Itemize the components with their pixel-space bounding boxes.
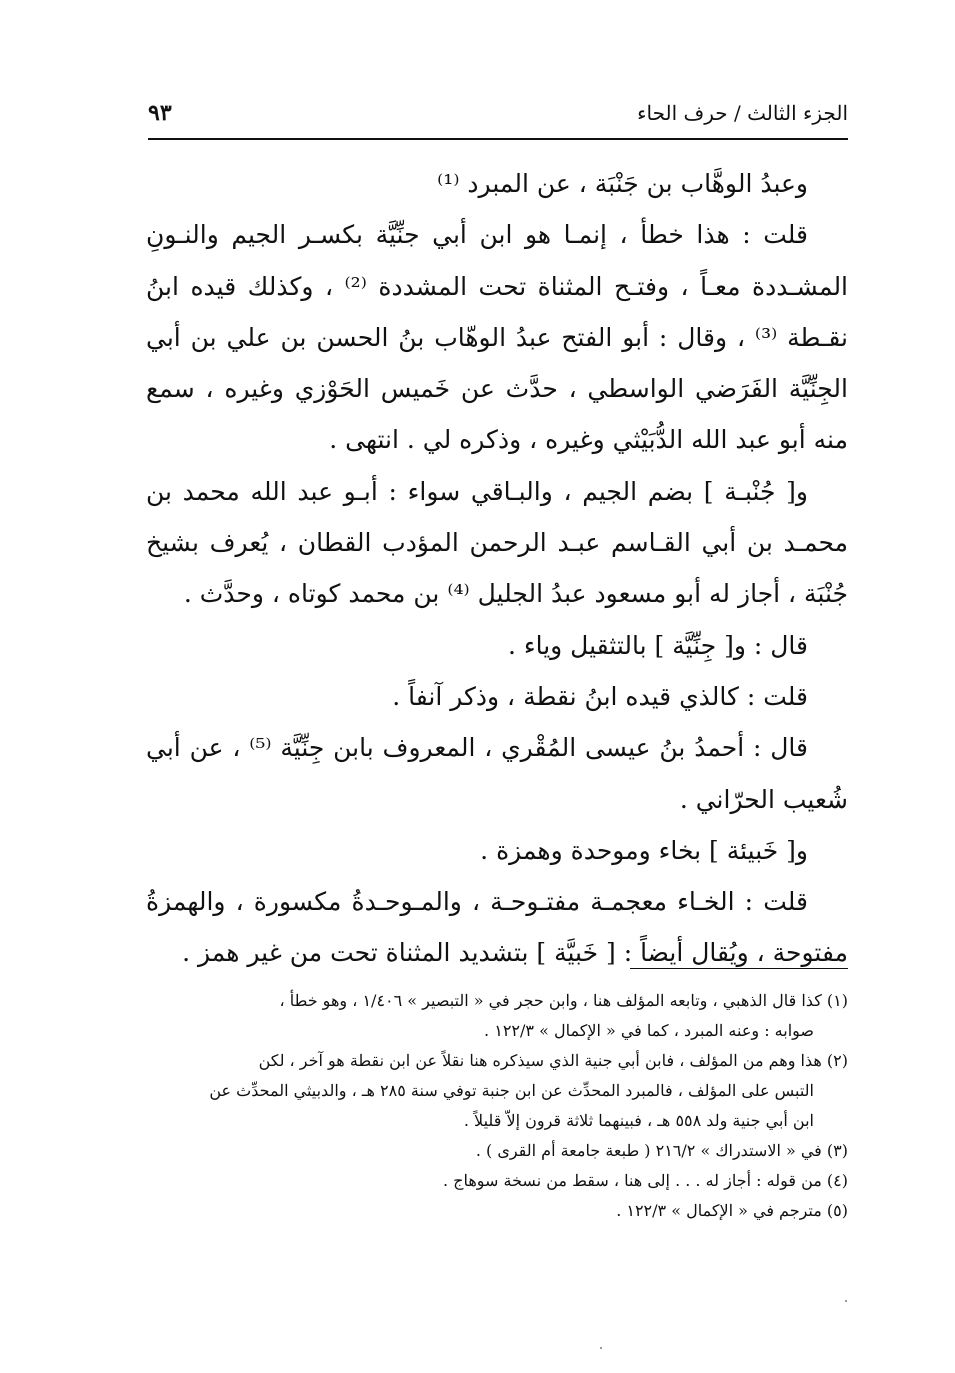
header-rule: [148, 138, 848, 140]
main-text: [146, 158, 848, 979]
footnote-3: (٣) في « الاستدراك » ٢١٦/٢ ( طبعة جامعة أم القرى ) .: [475, 1141, 848, 1160]
footnote-2-continued: ابن أبي جنية ولد ٥٥٨ هـ ، فبينهما ثلاثة قرون إلاّ قليلاً .: [463, 1111, 814, 1130]
footnote-5: (٥) مترجم في « الإكمال » ١٢٢/٣ .: [616, 1201, 848, 1220]
page-header: [148, 92, 848, 134]
footnote-1: (١) كذا قال الذهبي ، وتابعه المؤلف هنا ، وابن حجر في « التبصير » ١/٤٠٦ ، وهو خطأ ،: [279, 991, 848, 1010]
footnote-4: (٤) من قوله : أجاز له . . . إلى هنا ، سقط من نسخة سوهاج .: [442, 1171, 848, 1190]
paragraph: وعبدُ الوهَّاب بن جَنْبَة ، عن المبرد ⁽¹⁾: [437, 169, 808, 198]
scan-speck: [600, 1347, 602, 1349]
paragraph: قال : أحمدُ بنُ عيسى المُقْري ، المعروف بابن جِنِّيَّة ⁽⁵⁾ ، عن أبي شُعيب الحرّاني .: [146, 733, 848, 814]
footnote-separator: [630, 968, 848, 969]
paragraph: قال : و[ جِنِّيَّة ] بالتثقيل وياء .: [507, 630, 808, 660]
paragraph: قلت : كالذي قيده ابنُ نقطة ، وذكر آنفاً .: [392, 681, 808, 711]
footnote-1-continued: صوابه : وعنه المبرد ، كما في « الإكمال » ١٢٢/٣ .: [484, 1021, 814, 1040]
scan-speck: [845, 1300, 847, 1302]
paragraph: و[ خَبيئة ] بخاء وموحدة وهمزة .: [480, 835, 808, 865]
paragraph: قلت : هذا خطأ ، إنمـا هو ابن أبي جنِّيَّة بكسـر الجيم والنـونِ المشـددة معـاً ، وفتـح المثناة تحت المشددة ⁽²⁾ ، وكذلك قيده ابنُ نقـطة ⁽³⁾ ، وقال : أبو الفتح عبدُ الوهّاب بنُ الحسن بن علي بن أبي الجِنِّيَّة الفَرَضي الواسطي ، حدَّث عن خَميس الحَوْزي وغيره ، سمع منه أبو عبد الله الدُّبَيْثي وغيره ، وذكره لي . انتهى .: [146, 220, 849, 455]
paragraph: و[ جُنْبـة ] بضم الجيم ، والبـاقي سواء : أبـو عبد الله محمد بن محمـد بن أبي القـاسم عبـد الرحمن المؤدب القطان ، يُعرف بشيخ جُنْبَة ، أجاز له أبو مسعود عبدُ الجليل ⁽⁴⁾ بن محمد كوتاه ، وحدَّث .: [146, 476, 848, 609]
page-number: ٩٣: [148, 100, 172, 126]
footnotes: [148, 986, 848, 1226]
footnote-2: (٢) هذا وهم من المؤلف ، فابن أبي جنية الذي سيذكره هنا نقلاً عن ابن نقطة هو آخر ، لكن: [258, 1051, 848, 1070]
running-title: الجزء الثالث / حرف الحاء: [637, 101, 848, 125]
paragraph: قلت : الخـاء معجمـة مفتـوحـة ، والمـوحـدةُ مكسورة ، والهمزةُ مفتوحة ، ويُقال أيضاً : [ خَبيَّة ] بتشديد المثناة تحت من غير همز .: [146, 887, 848, 968]
footnote-2-continued: التبس على المؤلف ، فالمبرد المحدِّث عن ابن جنبة توفي سنة ٢٨٥ هـ ، والدبيثي المحدِّث عن: [209, 1081, 814, 1100]
